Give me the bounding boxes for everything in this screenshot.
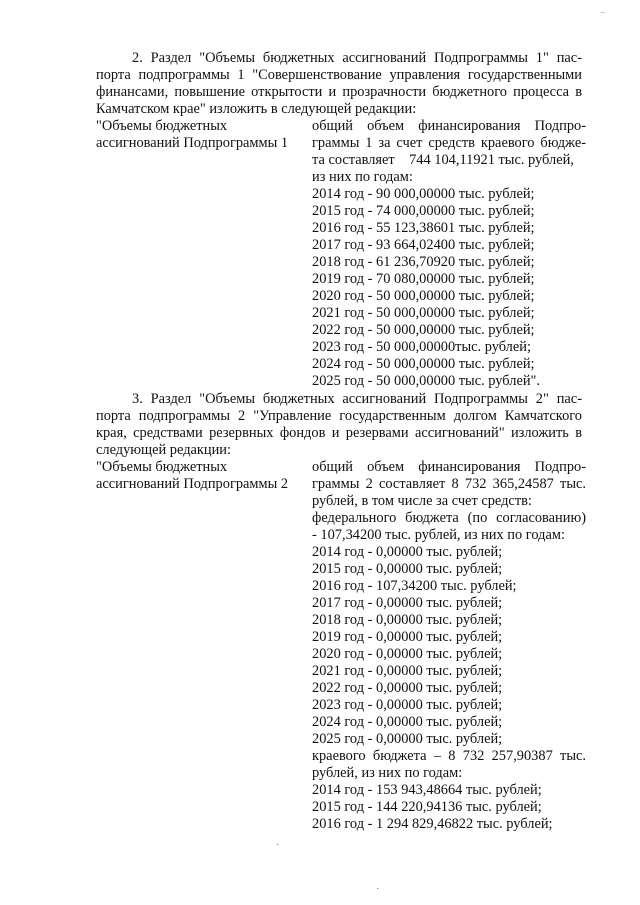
intro-line: финансами, повышение открытости и прозрачности бюджетного процесса в [96,84,582,100]
federal-year-line: 2025 год - 0,00000 тыс. рублей; [312,731,503,747]
intro-line: следующей редакции: [96,442,231,458]
intro-line: порта подпрограммы 1 "Совершенствование управления государственными [96,67,582,83]
label-line: "Объемы бюджетных [96,118,228,134]
intro-line: порта подпрограммы 2 "Управление государственным долгом Камчатского [96,408,582,424]
year-line: 2024 год - 50 000,00000 тыс. рублей; [312,356,535,372]
section-2-intro [96,50,582,118]
text-line: федерального бюджета (по согласованию) [312,510,586,526]
label-line: ассигнований Подпрограммы 2 [96,476,289,492]
scan-mark: · [276,840,280,851]
regional-line: рублей, из них по годам: [312,765,463,781]
federal-year-line: 2015 год - 0,00000 тыс. рублей; [312,561,503,577]
text-line: из них по годам: [312,169,413,185]
year-line: 2014 год - 90 000,00000 тыс. рублей; [312,186,535,202]
year-line: 2023 год - 50 000,00000тыс. рублей; [312,339,531,355]
year-line: 2020 год - 50 000,00000 тыс. рублей; [312,288,535,304]
federal-year-line: 2016 год - 107,34200 тыс. рублей; [312,578,517,594]
federal-year-line: 2017 год - 0,00000 тыс. рублей; [312,595,503,611]
year-line: 2025 год - 50 000,00000 тыс. рублей". [312,373,541,389]
text-line: граммы 2 составляет 8 732 365,24587 тыс. [312,476,586,492]
regional-year-line: 2014 год - 153 943,48664 тыс. рублей; [312,782,542,798]
year-line: 2022 год - 50 000,00000 тыс. рублей; [312,322,535,338]
intro-line: Камчатском крае" изложить в следующей редакции: [96,101,417,117]
intro-line: края, средствами резервных фондов и резервами ассигнований" изложить в [96,425,582,441]
regional-year-line: 2015 год - 144 220,94136 тыс. рублей; [312,799,542,815]
federal-year-line: 2023 год - 0,00000 тыс. рублей; [312,697,503,713]
year-line: 2015 год - 74 000,00000 тыс. рублей; [312,203,535,219]
section-2-label [96,118,306,152]
federal-year-line: 2022 год - 0,00000 тыс. рублей; [312,680,503,696]
text-line: общий объем финансирования Подпро- [312,118,586,134]
scan-mark: ⁻ [600,10,606,21]
text-line: граммы 1 за счет средств краевого бюдже- [312,135,586,151]
section-3-intro [96,391,582,459]
year-line: 2018 год - 61 236,70920 тыс. рублей; [312,254,535,270]
intro-line: 3. Раздел "Объемы бюджетных ассигнований Подпрограммы 2" пас- [132,391,582,407]
year-line: 2021 год - 50 000,00000 тыс. рублей; [312,305,535,321]
section-2-text [312,118,586,390]
federal-year-line: 2019 год - 0,00000 тыс. рублей; [312,629,503,645]
text-line: та составляет 744 104,11921 тыс. рублей, [312,152,574,168]
regional-year-line: 2016 год - 1 294 829,46822 тыс. рублей; [312,816,553,832]
federal-year-line: 2021 год - 0,00000 тыс. рублей; [312,663,503,679]
text-line: рублей, в том числе за счет средств: [312,493,532,509]
scan-mark: · [376,884,380,895]
section-3-label [96,459,306,493]
federal-year-line: 2024 год - 0,00000 тыс. рублей; [312,714,503,730]
label-line: ассигнований Подпрограммы 1 [96,135,289,151]
federal-year-line: 2018 год - 0,00000 тыс. рублей; [312,612,503,628]
text-line: общий объем финансирования Подпро- [312,459,586,475]
federal-year-line: 2020 год - 0,00000 тыс. рублей; [312,646,503,662]
intro-line: 2. Раздел "Объемы бюджетных ассигнований Подпрограммы 1" пас- [132,50,582,66]
text-line: - 107,34200 тыс. рублей, из них по годам: [312,527,565,543]
federal-year-line: 2014 год - 0,00000 тыс. рублей; [312,544,503,560]
section-3-text [312,459,586,833]
year-line: 2017 год - 93 664,02400 тыс. рублей; [312,237,535,253]
year-line: 2019 год - 70 080,00000 тыс. рублей; [312,271,535,287]
regional-line: краевого бюджета – 8 732 257,90387 тыс. [312,748,586,764]
label-line: "Объемы бюджетных [96,459,228,475]
year-line: 2016 год - 55 123,38601 тыс. рублей; [312,220,535,236]
